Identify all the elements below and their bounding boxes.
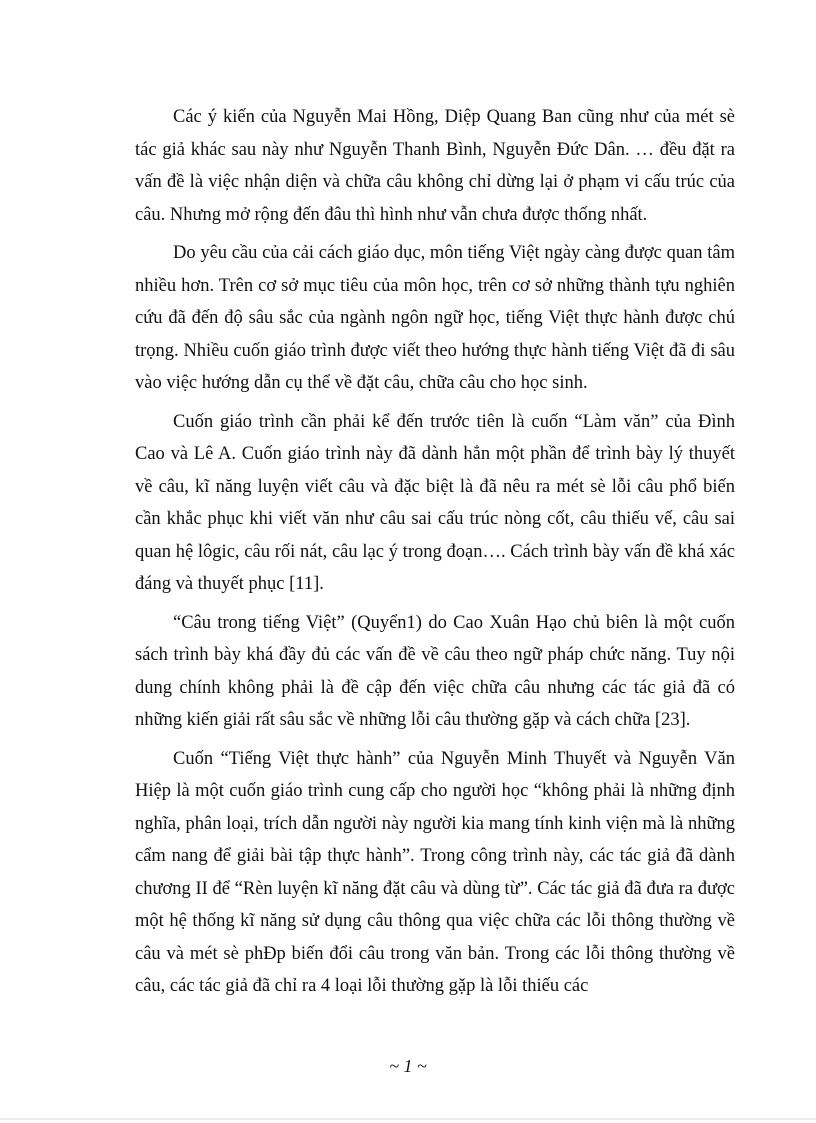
paragraph-2: Do yêu cầu của cải cách giáo dục, môn tiếng Việt ngày càng được quan tâm nhiều hơn. Trên cơ sở mục tiêu của môn học, trên cơ sở những thành tựu nghiên cứu đã đến độ sâu sắc của ngành ngôn ngữ học, tiếng Việt thực hành được chú trọng. Nhiều cuốn giáo trình được viết theo hướng thực hành tiếng Việt đã đi sâu vào việc hướng dẫn cụ thể về đặt câu, chữa câu cho học sinh.	[135, 243, 735, 393]
document-body	[135, 101, 735, 1009]
bottom-divider	[0, 1118, 816, 1120]
paragraph-3: Cuốn giáo trình cần phải kể đến trước tiên là cuốn “Làm văn” của Đình Cao và Lê A. Cuốn giáo trình này đã dành hẳn một phần để trình bày lý thuyết về câu, kĩ năng luyện viết câu và đặc biệt là đã nêu ra mét sè lỗi câu phổ biến cần khắc phục khi viết văn như câu sai cấu trúc nòng cốt, câu thiếu vế, câu sai quan hệ lôgic, câu rối nát, câu lạc ý trong đoạn…. Cách trình bày vấn đề khá xác đáng và thuyết phục [11].	[135, 411, 735, 594]
paragraph-5: Cuốn “Tiếng Việt thực hành” của Nguyễn Minh Thuyết và Nguyễn Văn Hiệp là một cuốn giáo trình cung cấp cho người học “không phải là những định nghĩa, phân loại, trích dẫn người này người kia mang tính kinh viện mà là những cẩm nang để giải bài tập thực hành”. Trong công trình này, các tác giả đã dành chương II để “Rèn luyện kĩ năng đặt câu và dùng từ”. Các tác giả đã đưa ra được một hệ thống kĩ năng sử dụng câu thông qua việc chữa các lỗi thông thường về câu và mét sè phÐp biến đổi câu trong văn bản. Trong các lỗi thông thường về câu, các tác giả đã chỉ ra 4 loại lỗi thường gặp là lỗi thiếu các	[135, 748, 735, 996]
paragraph-1: Các ý kiến của Nguyễn Mai Hồng, Diệp Quang Ban cũng như của mét sè tác giả khác sau này như Nguyễn Thanh Bình, Nguyễn Đức Dân. … đều đặt ra vấn đề là việc nhận diện và chữa câu không chỉ dừng lại ở phạm vi cấu trúc của câu. Nhưng mở rộng đến đâu thì hình như vẫn chưa được thống nhất.	[135, 107, 735, 225]
page-number: ~ 1 ~	[389, 1056, 427, 1076]
paragraph-4: “Câu trong tiếng Việt” (Quyển1) do Cao Xuân Hạo chủ biên là một cuốn sách trình bày khá đầy đủ các vấn đề về câu theo ngữ pháp chức năng. Tuy nội dung chính không phải là đề cập đến việc chữa câu nhưng các tác giả đã có những kiến giải rất sâu sắc về những lỗi câu thường gặp và cách chữa [23].	[135, 612, 735, 730]
